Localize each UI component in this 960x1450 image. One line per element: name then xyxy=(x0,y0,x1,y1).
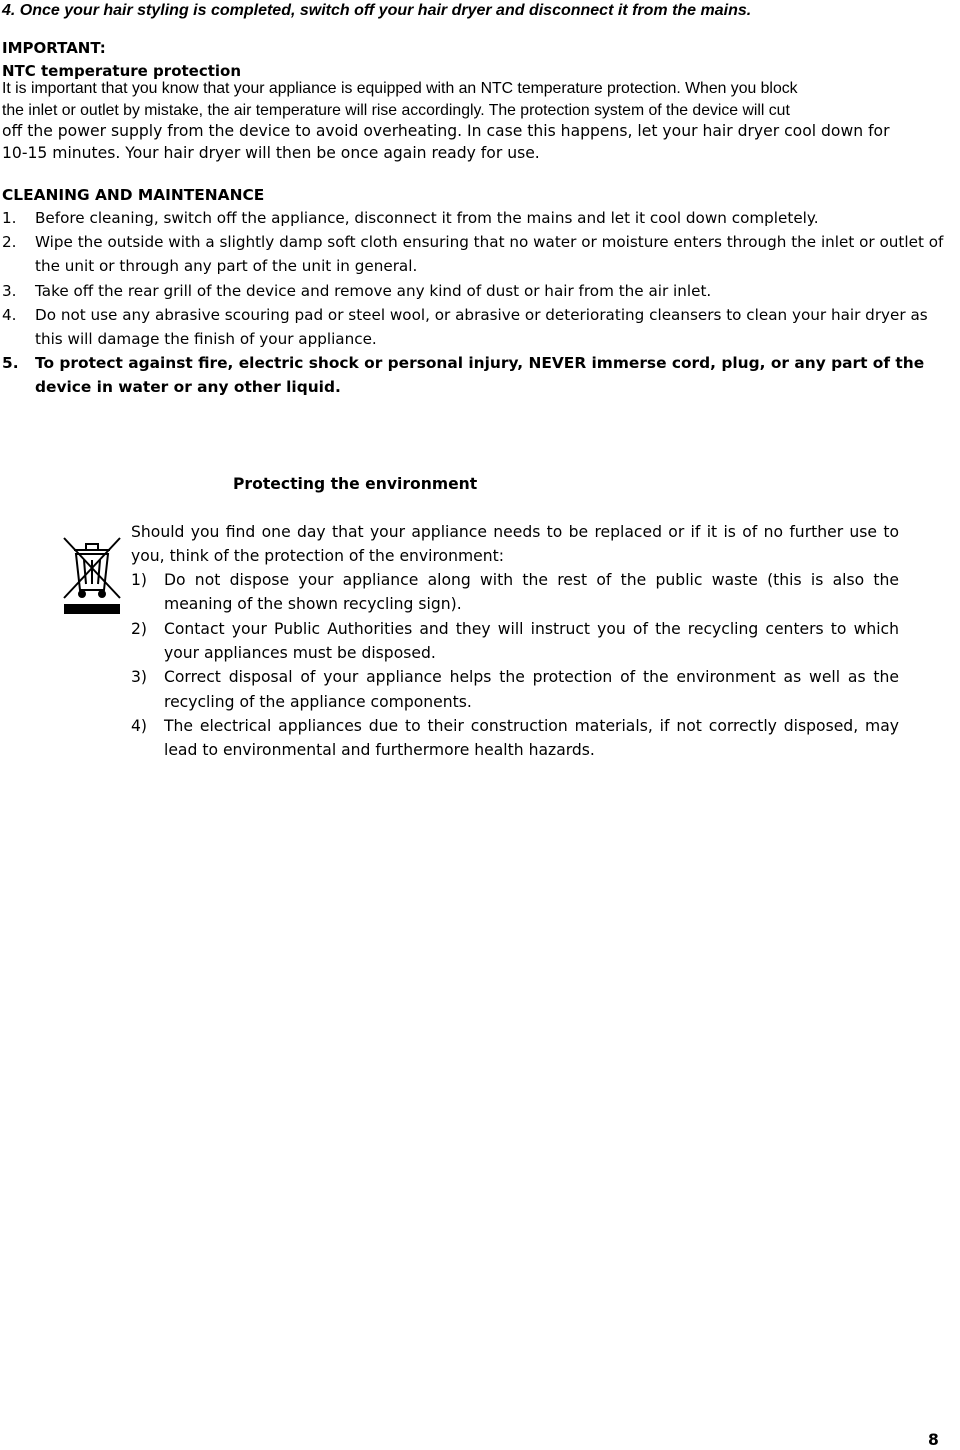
list-item xyxy=(131,617,899,665)
item-text: Do not use any abrasive scouring pad or steel wool, or abrasive or deteriorating cleansers to clean your hair dryer as this will damage the finish of your appliance. xyxy=(35,305,928,349)
list-item xyxy=(2,351,957,399)
ntc-paragraph xyxy=(2,78,960,164)
list-item xyxy=(2,230,957,278)
ntc-heading: NTC temperature protection xyxy=(2,62,242,80)
cleaning-heading: CLEANING AND MAINTENANCE xyxy=(2,186,265,204)
list-item xyxy=(131,665,899,713)
item-text: Do not dispose your appliance along with the rest of the public waste (this is also the meaning of the shown recycling sign). xyxy=(164,571,899,614)
item-text: Wipe the outside with a slightly damp soft cloth ensuring that no water or moisture enters through the inlet or outlet of the unit or through any part of the unit in general. xyxy=(35,233,944,276)
list-item xyxy=(131,568,899,616)
item-number: 1) xyxy=(131,571,148,589)
list-item xyxy=(131,714,899,762)
list-item xyxy=(2,206,957,230)
cleaning-list xyxy=(2,206,957,400)
ntc-line: 10-15 minutes. Your hair dryer will then be once again ready for use. xyxy=(2,143,540,162)
item-text: To protect against fire, electric shock or personal injury, NEVER immerse cord, plug, or any part of the device in water or any other liquid. xyxy=(35,354,925,397)
important-label: IMPORTANT: xyxy=(2,39,106,57)
item-number: 2. xyxy=(2,233,17,252)
item-text: Contact your Public Authorities and they will instruct you of the recycling centers to which your appliances must be disposed. xyxy=(164,619,899,662)
list-item xyxy=(2,303,957,351)
item-number: 1. xyxy=(2,209,17,227)
step-4-instruction: 4. Once your hair styling is completed, switch off your hair dryer and disconnect it from the mains. xyxy=(2,2,752,19)
item-number: 3) xyxy=(131,668,148,687)
item-number: 2) xyxy=(131,619,148,638)
page-number: 8 xyxy=(928,1431,939,1449)
ntc-line: the inlet or outlet by mistake, the air temperature will rise accordingly. The protection system of the device will cut xyxy=(2,101,790,119)
item-number: 4. xyxy=(2,305,17,324)
item-number: 5. xyxy=(2,354,19,373)
item-number: 4) xyxy=(131,717,148,736)
item-number: 3. xyxy=(2,281,17,300)
item-text: Take off the rear grill of the device and remove any kind of dust or hair from the air inlet. xyxy=(35,281,712,300)
ntc-line: off the power supply from the device to avoid overheating. In case this happens, let your hair dryer cool down for xyxy=(2,122,890,140)
crossed-out-wheelie-bin-icon xyxy=(56,528,128,620)
item-text: Before cleaning, switch off the appliance, disconnect it from the mains and let it cool down completely. xyxy=(35,209,819,227)
list-item xyxy=(2,279,957,303)
ntc-line: It is important that you know that your appliance is equipped with an NTC temperature protection. When you block xyxy=(2,80,798,97)
item-text: Correct disposal of your appliance helps the protection of the environment as well as the recycling of the appliance components. xyxy=(164,668,899,711)
item-text: The electrical appliances due to their construction materials, if not correctly disposed, may lead to environmental and furthermore health hazards. xyxy=(164,717,899,760)
environment-list xyxy=(131,568,899,763)
environment-heading: Protecting the environment xyxy=(233,475,478,493)
environment-intro: Should you find one day that your appliance needs to be replaced or if it is of no further use to you, think of the protection of the environment: xyxy=(131,523,899,566)
